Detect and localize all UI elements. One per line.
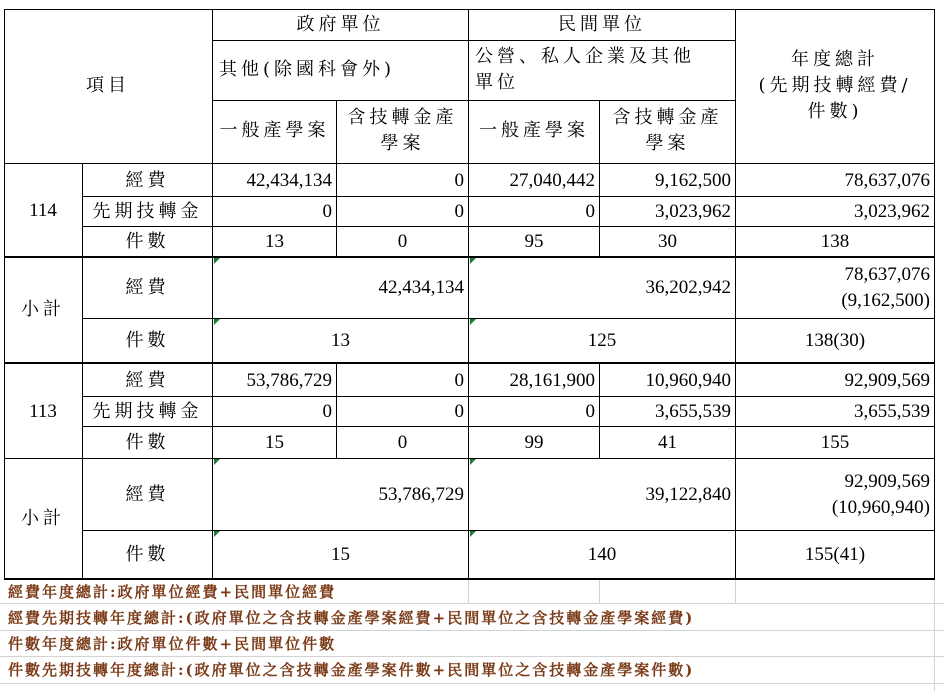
y113-advance-private-tech: 3,655,539 (655, 400, 731, 422)
note-4: 件數先期技轉年度總計:(政府單位之含技轉金產學案件數+民間單位之含技轉金產學案件數) (8, 661, 695, 679)
y114-count-private-general: 95 (524, 230, 544, 252)
comment-marker-icon (214, 531, 220, 537)
year-113-label: 113 (29, 401, 57, 422)
gridline-light (0, 656, 944, 657)
vline (4, 9, 5, 579)
hline (83, 318, 935, 319)
y113-subtotal-funds-total-advance: (10,960,940) (831, 496, 930, 518)
y113-count-gov-general: 15 (265, 431, 284, 453)
hline (213, 100, 736, 101)
y113-subtotal-count-label: 件數 (125, 543, 170, 565)
y113-subtotal-count-gov: 15 (331, 543, 350, 565)
y113-advance-label: 先期技轉金 (92, 400, 203, 422)
y113-count-gov-tech: 0 (397, 431, 408, 453)
y114-count-gov-tech: 0 (397, 230, 408, 252)
y114-subtotal-count-private: 125 (587, 329, 617, 351)
y114-funds-private-tech: 9,162,500 (655, 170, 731, 191)
vline (599, 100, 600, 257)
comment-marker-icon (470, 319, 476, 325)
hline-thick (4, 362, 935, 364)
hline (213, 40, 736, 41)
y114-subtotal-count-label: 件數 (125, 329, 170, 351)
y113-count-private-tech: 41 (658, 431, 677, 453)
header-private-sub-line2: 單位 (475, 72, 519, 93)
comment-marker-icon (470, 531, 476, 537)
y113-subtotal-funds-private: 39,122,840 (645, 483, 731, 505)
header-private-sub-line1: 公營、私人企業及其他 (475, 46, 695, 67)
y114-funds-private-general: 27,040,442 (509, 170, 595, 191)
y114-advance-label: 先期技轉金 (92, 200, 203, 222)
header-private-general: 一般產學案 (479, 120, 589, 141)
y113-funds-private-general: 28,161,900 (509, 370, 595, 391)
y113-funds-label: 經費 (125, 370, 170, 391)
header-private: 民間單位 (558, 14, 646, 35)
header-gov-tech-line2: 學案 (380, 133, 425, 154)
header-gov-sub: 其他(除國科會外) (219, 59, 396, 80)
y113-advance-gov-tech: 0 (454, 400, 464, 422)
y114-funds-label: 經費 (125, 170, 170, 191)
y113-advance-total: 3,655,539 (854, 400, 930, 422)
note-1: 經費年度總計:政府單位經費+民間單位經費 (8, 583, 337, 601)
vline (599, 362, 600, 459)
hline (83, 426, 935, 427)
y114-subtotal-funds-gov: 42,434,134 (378, 277, 464, 298)
vline (468, 9, 469, 579)
y114-subtotal-funds-total-value: 78,637,076 (844, 264, 930, 285)
y113-funds-total: 92,909,569 (844, 370, 930, 391)
comment-marker-icon (470, 258, 476, 264)
y114-subtotal-funds-total-advance: (9,162,500) (841, 290, 930, 311)
y114-subtotal-count-total: 138(30) (804, 329, 866, 351)
y114-subtotal-funds-private: 36,202,942 (645, 277, 731, 298)
y113-funds-gov-tech: 0 (454, 370, 464, 391)
hline (83, 196, 935, 197)
hline (83, 396, 935, 397)
header-gov-general: 一般產學案 (219, 120, 330, 141)
year-114-label: 114 (29, 200, 57, 221)
vline (212, 9, 213, 579)
y113-advance-private-general: 0 (585, 400, 595, 422)
y113-funds-private-tech: 10,960,940 (645, 370, 731, 391)
header-total-line3: 件數) (807, 101, 863, 122)
y114-advance-total: 3,023,962 (854, 200, 930, 222)
note-3: 件數年度總計:政府單位件數+民間單位件數 (8, 635, 337, 653)
comment-marker-icon (470, 459, 476, 465)
y114-funds-gov-tech: 0 (454, 170, 464, 191)
y114-subtotal-count-gov: 13 (331, 329, 350, 351)
header-gov-tech-line1: 含技轉金產 (347, 107, 458, 128)
y114-count-gov-general: 13 (265, 230, 284, 252)
y113-subtotal-label: 小計 (21, 507, 65, 529)
y113-advance-gov-general: 0 (322, 400, 332, 422)
header-private-tech (600, 100, 735, 162)
y113-count-private-general: 99 (524, 431, 544, 453)
y114-subtotal-label: 小計 (21, 299, 65, 320)
header-gov-tech (337, 100, 468, 162)
y113-subtotal-count-private: 140 (587, 543, 617, 565)
y114-advance-gov-general: 0 (322, 200, 332, 222)
y114-funds-total: 78,637,076 (844, 170, 930, 191)
y114-count-private-tech: 30 (658, 230, 677, 252)
y113-subtotal-funds-label: 經費 (125, 483, 170, 505)
header-total (736, 10, 934, 162)
y114-advance-private-general: 0 (585, 200, 595, 222)
note-2: 經費先期技轉年度總計:(政府單位之含技轉金產學案經費+民間單位之含技轉金產學案經費) (8, 609, 695, 627)
header-total-line2: (先期技轉經費/ (758, 75, 912, 96)
gridline-light (0, 630, 944, 631)
header-total-line1: 年度總計 (791, 49, 879, 70)
comment-marker-icon (214, 459, 220, 465)
vline (82, 163, 83, 579)
header-gov: 政府單位 (296, 14, 385, 35)
vline (735, 9, 736, 579)
header-private-tech-line2: 學案 (645, 133, 690, 154)
gridline-light (0, 603, 944, 604)
y114-count-total: 138 (820, 230, 850, 252)
hline (4, 9, 935, 10)
y114-subtotal-funds-total (736, 258, 934, 318)
comment-marker-icon (214, 258, 220, 264)
comment-marker-icon (214, 319, 220, 325)
y113-subtotal-funds-total (736, 459, 934, 530)
gridline-light (0, 683, 944, 684)
hline (83, 530, 935, 531)
header-private-tech-line1: 含技轉金產 (612, 107, 723, 128)
y114-funds-gov-general: 42,434,134 (246, 170, 332, 191)
hline (83, 226, 935, 227)
hline (4, 163, 935, 164)
y113-subtotal-count-total: 155(41) (804, 543, 866, 565)
header-item: 項目 (86, 75, 130, 96)
header-private-sub (469, 40, 735, 100)
y114-subtotal-funds-label: 經費 (125, 277, 170, 298)
y113-count-label: 件數 (125, 431, 170, 453)
y114-advance-gov-tech: 0 (454, 200, 464, 222)
y114-advance-private-tech: 3,023,962 (655, 200, 731, 222)
y113-count-total: 155 (820, 431, 850, 453)
vline (336, 362, 337, 459)
y114-count-label: 件數 (125, 230, 170, 252)
y113-funds-gov-general: 53,786,729 (246, 370, 332, 391)
vline (934, 9, 935, 579)
y113-subtotal-funds-gov: 53,786,729 (378, 483, 464, 505)
y113-subtotal-funds-total-value: 92,909,569 (844, 470, 930, 492)
vline (336, 100, 337, 257)
